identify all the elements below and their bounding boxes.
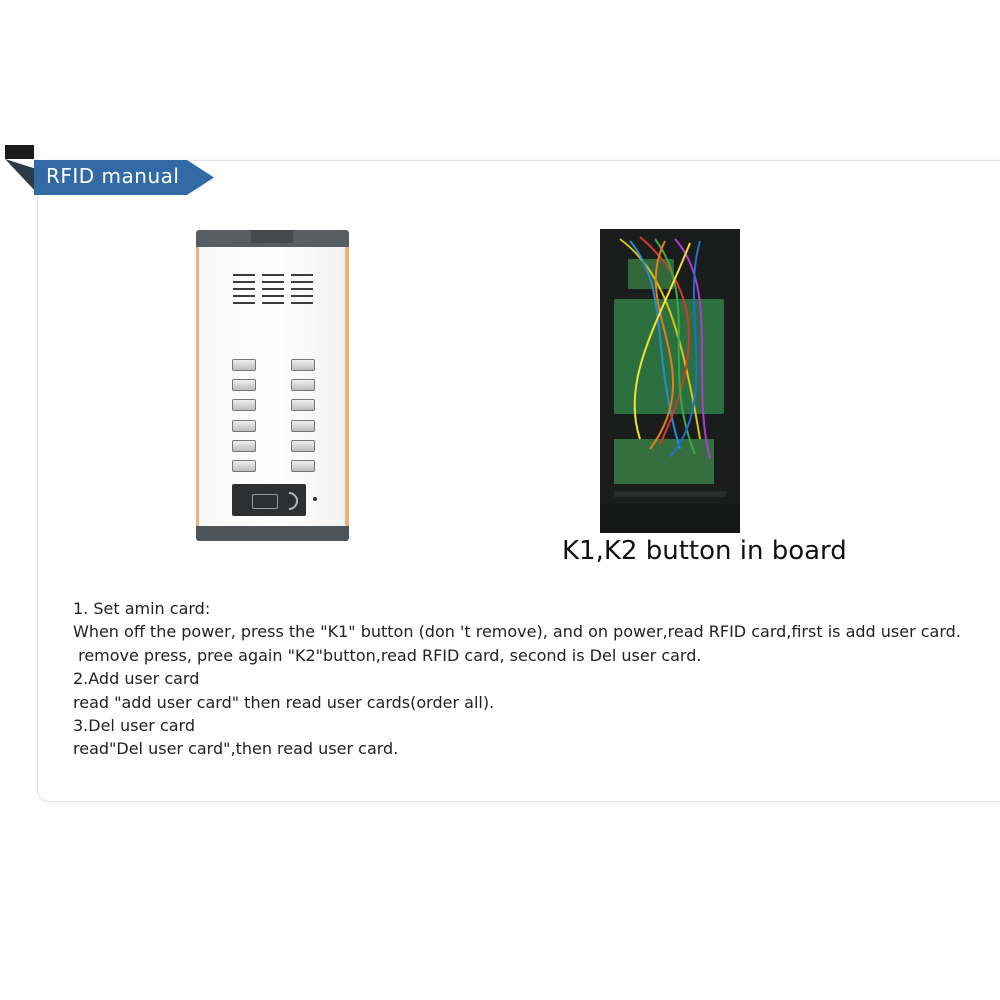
call-button [232,379,256,391]
call-button [232,440,256,452]
call-button [232,359,256,371]
instructions [73,597,961,761]
card-icon [252,494,278,509]
call-button [291,460,315,472]
tab-fold [5,159,38,194]
call-button [291,440,315,452]
call-button [232,460,256,472]
instruction-line: 2.Add user card [73,669,200,689]
wireless-icon [276,488,301,513]
call-button [291,399,315,411]
board-caption: K1,K2 button in board [562,536,847,566]
instruction-line: read"Del user card",then read user card. [73,739,399,759]
wires [600,229,740,533]
instruction-line: When off the power, press the "K1" button (don 't remove), and on power,read RFID card,first is add user card. [73,622,961,642]
call-button [291,420,315,432]
indicator-led [313,497,317,501]
call-button [291,359,315,371]
instruction-line: read "add user card" then read user cards(order all). [73,692,495,712]
circuit-board-image [600,229,740,533]
rfid-reader-area [232,484,306,516]
call-button [232,420,256,432]
instruction-line: 1. Set amin card: [73,599,211,618]
instruction-line: 3.Del user card [73,715,195,735]
call-button [232,399,256,411]
tab-corner-block [5,145,34,159]
call-button [291,379,315,391]
speaker-grill [233,270,313,310]
intercom-panel-image [196,230,349,541]
section-tab-label: RFID manual [46,164,180,188]
instruction-line: remove press, pree again "K2"button,read RFID card, second is Del user card. [73,645,702,665]
